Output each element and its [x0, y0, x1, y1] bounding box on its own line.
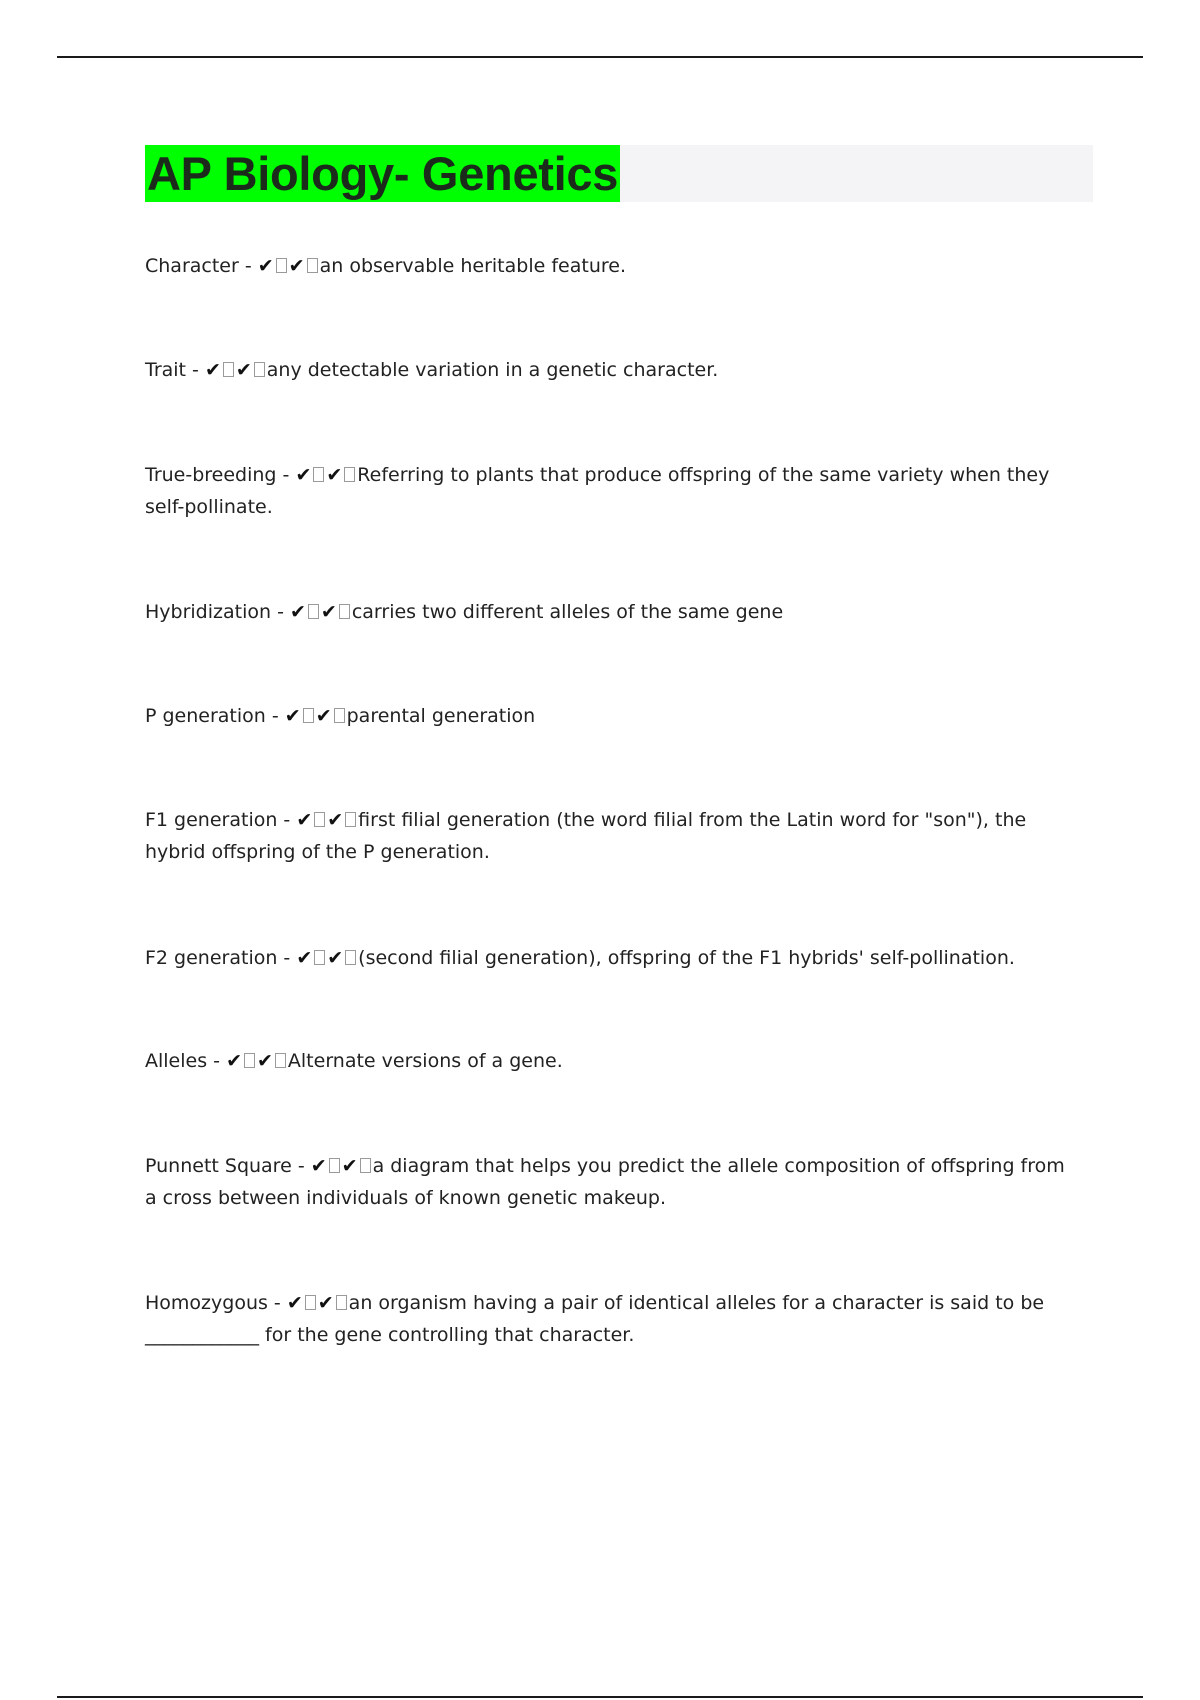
entry-definition: Alternate versions of a gene.: [287, 1050, 563, 1072]
box-icon: [223, 362, 234, 377]
page-title: AP Biology- Genetics: [147, 147, 619, 200]
glossary-entry: Homozygous - ✔ ✔ an organism having a pair of identical alleles for a character is said to be ____________ for the gene controlling that character.: [145, 1292, 1045, 1346]
check-icon: ✔: [315, 705, 332, 727]
box-icon: [276, 258, 287, 273]
check-icon: ✔: [256, 1050, 273, 1072]
box-icon: [308, 604, 319, 619]
glossary-entry: Character - ✔ ✔ an observable heritable feature.: [145, 255, 626, 277]
check-icon: ✔: [204, 359, 221, 381]
box-icon: [339, 604, 350, 619]
entry-definition: carries two different alleles of the same gene: [351, 601, 784, 623]
check-icon: ✔: [286, 1292, 303, 1314]
entry-term: Homozygous: [145, 1292, 268, 1314]
entry-definition: parental generation: [346, 705, 536, 727]
box-icon: [305, 1295, 316, 1310]
box-icon: [314, 950, 325, 965]
check-icon: ✔: [326, 464, 343, 486]
check-icon: ✔: [310, 1155, 327, 1177]
entry-term: Trait: [145, 359, 186, 381]
entry-term: Alleles: [145, 1050, 208, 1072]
box-icon: [360, 1158, 371, 1173]
box-icon: [345, 812, 356, 827]
box-icon: [307, 258, 318, 273]
entry-term: F1 generation: [145, 809, 278, 831]
check-icon: ✔: [320, 601, 337, 623]
entry-term: Hybridization: [145, 601, 272, 623]
entry-definition: an organism having a pair of identical alleles for a character is said to be ____________ for the gene controlling that character.: [145, 1292, 1045, 1346]
glossary-entry: True-breeding - ✔ ✔ Referring to plants that produce offspring of the same variety when they self-pollinate.: [145, 464, 1050, 518]
entry-definition: first filial generation (the word filial from the Latin word for "son"), the hybrid offspring of the P generation.: [145, 809, 1027, 863]
box-icon: [275, 1053, 286, 1068]
entry-definition: a diagram that helps you predict the allele composition of offspring from a cross between individuals of known genetic makeup.: [145, 1155, 1065, 1209]
glossary-entry: F2 generation - ✔ ✔ (second filial generation), offspring of the F1 hybrids' self-pollination.: [145, 947, 1015, 969]
check-icon: ✔: [296, 947, 313, 969]
entry-definition: an observable heritable feature.: [319, 255, 626, 277]
entry-term: Punnett Square: [145, 1155, 292, 1177]
check-icon: ✔: [284, 705, 301, 727]
bottom-rule: [57, 1696, 1143, 1698]
check-icon: ✔: [295, 464, 312, 486]
check-icon: ✔: [327, 809, 344, 831]
entry-term: True-breeding: [145, 464, 277, 486]
glossary-entry: Trait - ✔ ✔ any detectable variation in a genetic character.: [145, 359, 719, 381]
top-rule: [57, 56, 1143, 58]
check-icon: ✔: [226, 1050, 242, 1072]
check-icon: ✔: [296, 809, 313, 831]
entry-term: P generation: [145, 705, 266, 727]
glossary-entry: Punnett Square - ✔ ✔ a diagram that helps you predict the allele composition of offspring from a cross between individuals of known genetic makeup.: [145, 1155, 1065, 1209]
check-icon: ✔: [341, 1155, 358, 1177]
glossary-entry: P generation - ✔ ✔ parental generation: [145, 705, 536, 727]
entry-definition: any detectable variation in a genetic character.: [266, 359, 719, 381]
entry-term: F2 generation: [145, 947, 278, 969]
check-icon: ✔: [317, 1292, 334, 1314]
check-icon: ✔: [289, 601, 306, 623]
entry-definition: Referring to plants that produce offspring of the same variety when they self-pollinate.: [145, 464, 1050, 518]
box-icon: [244, 1053, 255, 1068]
box-icon: [336, 1295, 347, 1310]
box-icon: [334, 708, 345, 723]
box-icon: [344, 467, 355, 482]
check-icon: ✔: [288, 255, 305, 277]
check-icon: ✔: [327, 947, 344, 969]
box-icon: [345, 950, 356, 965]
box-icon: [254, 362, 265, 377]
glossary-entry: Alleles - ✔ ✔ Alternate versions of a gene.: [145, 1050, 563, 1072]
box-icon: [303, 708, 314, 723]
glossary-entry: Hybridization - ✔ ✔ carries two different alleles of the same gene: [145, 601, 784, 623]
entry-term: Character: [145, 255, 239, 277]
box-icon: [313, 467, 324, 482]
box-icon: [314, 812, 325, 827]
box-icon: [329, 1158, 340, 1173]
entry-definition: (second filial generation), offspring of the F1 hybrids' self-pollination.: [358, 947, 1015, 969]
glossary-entry: F1 generation - ✔ ✔ first filial generation (the word filial from the Latin word for "son"), the hybrid offspring of the P generation.: [145, 809, 1027, 863]
check-icon: ✔: [235, 359, 252, 381]
check-icon: ✔: [257, 255, 274, 277]
